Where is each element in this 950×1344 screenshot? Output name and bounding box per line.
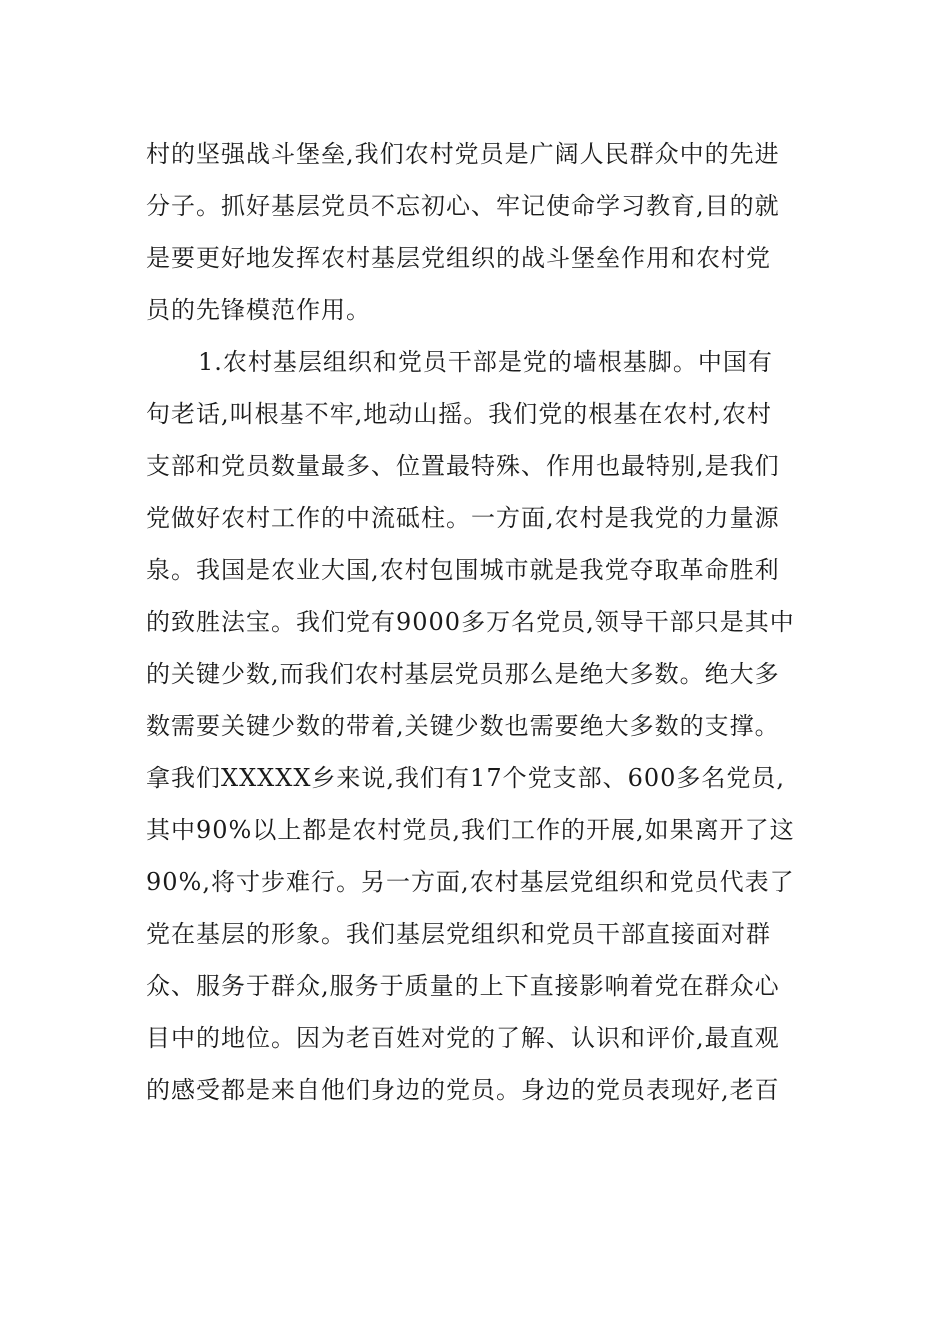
text-line-17: 众、服务于群众,服务于质量的上下直接影响着党在群众心 bbox=[146, 972, 780, 1000]
text-line-9: 泉。我国是农业大国,农村包围城市就是我党夺取革命胜利 bbox=[146, 556, 780, 584]
body-text bbox=[146, 128, 806, 1116]
text-line-18: 目中的地位。因为老百姓对党的了解、认识和评价,最直观 bbox=[146, 1024, 780, 1052]
text-line-1: 村的坚强战斗堡垒,我们农村党员是广阔人民群众中的先进 bbox=[146, 140, 780, 168]
text-line-5: 1.农村基层组织和党员干部是党的墙根基脚。中国有 bbox=[198, 348, 773, 376]
text-line-8: 党做好农村工作的中流砥柱。一方面,农村是我党的力量源 bbox=[146, 504, 780, 532]
text-line-7: 支部和党员数量最多、位置最特殊、作用也最特别,是我们 bbox=[146, 452, 780, 480]
text-line-3: 是要更好地发挥农村基层党组织的战斗堡垒作用和农村党 bbox=[146, 244, 771, 272]
text-line-13: 拿我们XXXXX乡来说,我们有17个党支部、600多名党员, bbox=[146, 764, 786, 792]
text-line-19: 的感受都是来自他们身边的党员。身边的党员表现好,老百 bbox=[146, 1076, 780, 1104]
text-line-12: 数需要关键少数的带着,关键少数也需要绝大多数的支撑。 bbox=[146, 712, 780, 740]
text-line-6: 句老话,叫根基不牢,地动山摇。我们党的根基在农村,农村 bbox=[146, 400, 772, 428]
text-line-2: 分子。抓好基层党员不忘初心、牢记使命学习教育,目的就 bbox=[146, 192, 780, 220]
text-line-15: 90%,将寸步难行。另一方面,农村基层党组织和党员代表了 bbox=[146, 868, 795, 896]
text-line-4: 员的先锋模范作用。 bbox=[146, 296, 371, 324]
text-line-10: 的致胜法宝。我们党有9000多万名党员,领导干部只是其中 bbox=[146, 608, 795, 636]
text-line-16: 党在基层的形象。我们基层党组织和党员干部直接面对群 bbox=[146, 920, 771, 948]
text-line-11: 的关键少数,而我们农村基层党员那么是绝大多数。绝大多 bbox=[146, 660, 780, 688]
text-line-14: 其中90%以上都是农村党员,我们工作的开展,如果离开了这 bbox=[146, 816, 795, 844]
